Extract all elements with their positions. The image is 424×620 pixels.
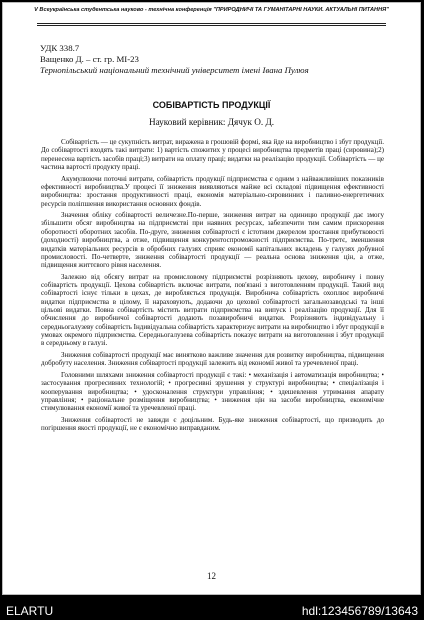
supervisor-line: Науковий керівник: Дячук О. Д.: [148, 117, 275, 127]
repository-name: ELARTU: [6, 604, 54, 618]
university-line: Тернопільський національний технічний університет імені Івана Пулюя: [40, 65, 309, 75]
header-rule: [37, 23, 386, 24]
udc-code: УДК 338.7: [40, 43, 80, 53]
body-paragraph: Значення обліку собівартості величезне.По-перше, зниження витрат на одиницю продукції дає змогу збільшити обсяг виробництва на підприємстві при наявних ресурсах, забезпечити тим самим прискорення оборотності оборотних засобів. По-друге, зниження собівартості є істотним джерелом зростання прибутковості (доходності) виробництва, а отже, підвищення конкурентоспроможності підприємства. По-третє, зменшення видатків матеріальних ресурсів в обробних галузях сприяє економії капітальних вкладень у галузях добувної промисловості. По-четверте, зниження собівартості продукції — реальна основа зниження цін, а отже, підвищення життєвого рівня населення.: [41, 211, 384, 270]
article-title: СОБІВАРТІСТЬ ПРОДУКЦІЇ: [152, 100, 271, 110]
document-page: [2, 2, 421, 595]
body-paragraph: Зниження собівартості не завжди є доцільним. Будь-яке зниження собівартості, що призводить до погіршення якості продукції, не є економічно виправданим.: [41, 415, 384, 433]
body-paragraph: Залежно від обсягу витрат на промисловому підприємстві розрізняють цехову, виробничу і повну собівартість продукції. Цехова собівартість включає витрати, пов'язані з виготовленням продукції. Такий вид собівартості існує тільки в цехах, де виробляється продукція. Виробнича собівартість охоплює виробничі видатки підприємства в цілому, її нараховують, додаючи до цехової собівартості загальнозаводські та інші цільові видатки. Повна собівартість містить витрати підприємства на випуск і реалізацію продукції. Для її обчислення до виробничої собівартості додають позавиробничі видатки. Розрізняють індивідуальну і середньогалузеву собівартість Індивідуальна собівартість характеризує витрати на виробництво і збут продукції в умовах окремого підприємства. Середньогалузева собівартість показує витрати на виготовлення і збут продукції в середньому в галузі.: [41, 272, 384, 348]
author-line: Ващенко Д. – ст. гр. МІ-23: [40, 54, 139, 64]
handle-identifier: hdl:123456789/13643: [301, 604, 418, 618]
body-paragraph: Зниження собівартості продукції має винятково важливе значення для розвитку виробництва, підвищення добробуту населення. Зниження собівартості продукції залежить від економії живої та уречевленої праці.: [41, 351, 384, 368]
body-paragraph: Собівартість — це сукупність витрат, виражена в грошовій формі, яка йде на виробництво і збут продукції. До собівартості входять такі витрати: 1) вартість спожитих у процесі виробництва предметів праці (сировина);2) перенесена вартість засобів праці;3) витрати на оплату праці; видатки на реалізацію продукції. Собівартість — це частина вартості продукту праці.: [41, 138, 384, 172]
body-paragraph: Головними шляхами зниження собівартості продукції є такі: • механізація і автоматизація виробництва; • застосування прогресивних технологій; • прогресивні зрушення у структурі виробництва; • спеціалізація і кооперування виробництва; • удосконалення структури управління; • здешевлення утримання апарату управління; • раціональне розміщення виробництва; • зниження цін на засоби виробництва, економічне стимулювання економії живої та уречевленої праці.: [41, 370, 384, 413]
body-paragraph: Акумулюючи поточні витрати, собівартість продукції підприємства є одним з найважливіших показників ефективності виробництва.У процесі її зниження виявляються майже всі складові підвищення ефективності виробництва: зростання продуктивності праці, економія матеріально-сировинних і паливно-енергетичних ресурсів поліпшення використання основних фондів.: [41, 174, 384, 208]
conference-header: V Всеукраїнська студентська науково - технічна конференція "ПРИРОДНИЧІ ТА ГУМАНІТАРНІ НАУКИ. АКТУАЛЬНІ ПИТАННЯ": [34, 7, 389, 13]
header-rule-double: [37, 25, 386, 26]
viewer-footer: [0, 597, 424, 620]
article-body: [41, 138, 384, 436]
page-number: 12: [207, 571, 216, 581]
